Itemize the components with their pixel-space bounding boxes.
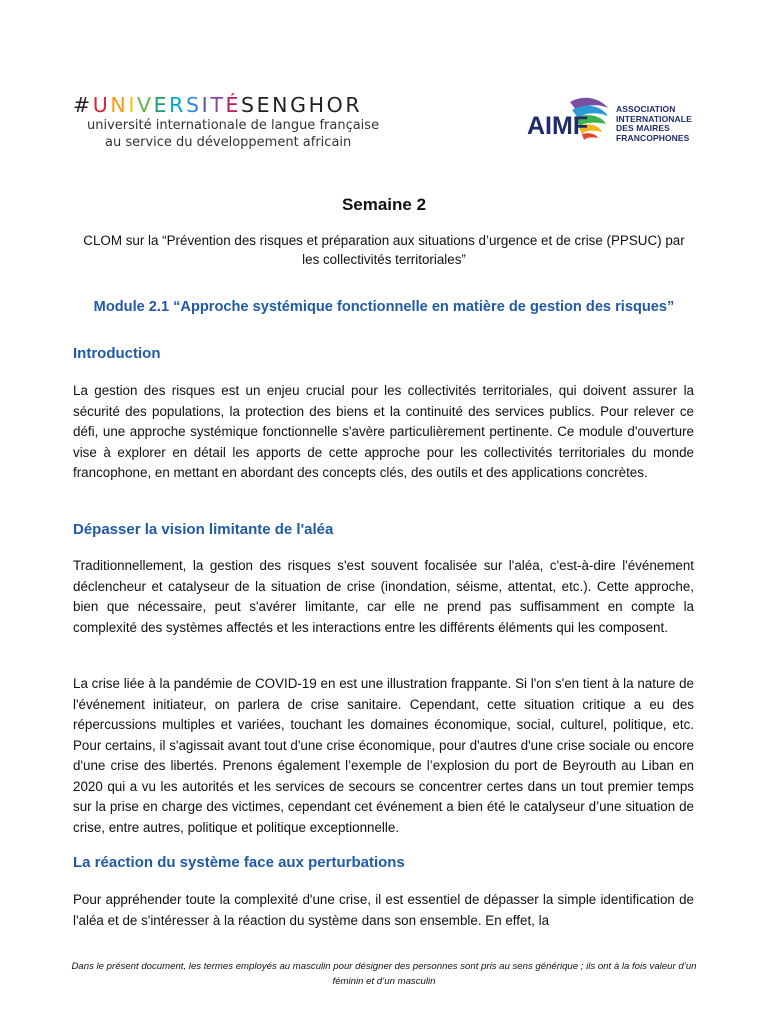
logo-tagline-line2: au service du développement africain <box>105 135 352 150</box>
logo-letter: I <box>128 93 137 117</box>
logo-letter: N <box>110 93 129 117</box>
section-heading-aleа: Dépasser la vision limitante de l'aléa <box>73 521 334 538</box>
paragraph: La gestion des risques est un enjeu crucial pour les collectivités territoriales, qui doivent assurer la sécurité des populations, la protection des biens et la continuité des services publics. Pour relever ce défi, une approche systémique fonctionnelle s'avère particulièrement pertinente. Ce module d'ouverture vise à explorer en détail les apports de cette approche pour les collectivités territoriales du monde francophone, en mettant en abordant des concepts clés, des outils et des applications concrètes. <box>73 383 694 480</box>
aimf-emblem-icon <box>526 94 612 144</box>
logo-letter: É <box>225 93 241 117</box>
aimf-line: FRANCOPHONES <box>616 132 690 143</box>
logo-hashtag <box>73 93 373 117</box>
module-title: Module 2.1 “Approche systémique fonctionnelle en matière de gestion des risques” <box>93 299 675 315</box>
aimf-wordmark: AIMF <box>527 112 589 140</box>
aimf-name <box>616 105 692 143</box>
aimf-line: DES MAIRES <box>616 123 670 133</box>
aimf-logo <box>526 94 716 144</box>
section-heading-introduction: Introduction <box>73 345 161 362</box>
paragraph: La crise liée à la pandémie de COVID-19 en est une illustration frappante. Si l'on s'en tient à la nature de l'événement initiateur, on parlera de crise sanitaire. Cependant, cette situation critique a eu des répercussions multiples et variées, touchant les domaines économique, social, culturel, politique, etc. Pour certains, il s'agissait avant tout d'une crise économique, pour d'autres d'une crise sociale ou encore d'une crise des libertés. Prenons également l’exemple de l’explosion du port de Beyrouth au Liban en 2020 qui a vu les autorités et les services de secours se concentrer certes dans un tout premier temps sur la prise en charge des victimes, cependant cet événement a bien été le catalyseur d’une situation de crise, entre autres, politique et politique exceptionnelle. <box>73 676 694 835</box>
paragraph: Traditionnellement, la gestion des risques s'est souvent focalisée sur l'aléa, c'est-à-dire l'événement déclencheur et catalyseur de la situation de crise (inondation, séisme, attentat, etc.). Cette approche, bien que nécessaire, peut s'avérer limitante, car elle ne prend pas suffisamment en compte la complexité des systèmes affectés et les interactions entre les différents éléments qui les composent. <box>73 558 694 635</box>
logo-tagline-line1: université internationale de langue française <box>87 118 380 133</box>
universite-senghor-logo <box>73 93 380 151</box>
logo-letter: T <box>210 93 226 117</box>
logo-universite-word <box>93 93 241 117</box>
logo-senghor-word: SENGHOR <box>241 93 363 117</box>
logo-letter: S <box>186 93 202 117</box>
paragraph: Pour appréhender toute la complexité d'une crise, il est essentiel de dépasser la simple identification de l'aléa et de s'intéresser à la réaction du système dans son ensemble. En effet, la <box>73 892 694 928</box>
logo-letter: V <box>136 93 154 117</box>
logo-letter: E <box>153 93 170 117</box>
section-heading-reaction: La réaction du système face aux perturbations <box>73 854 405 871</box>
logo-letter: U <box>92 93 111 117</box>
aimf-line: ASSOCIATION <box>616 104 676 114</box>
page-title: Semaine 2 <box>341 195 427 214</box>
footer-note: Dans le présent document, les termes employés au masculin pour désigner des personnes sont pris au sens générique ; ils ont à la fois valeur d’un féminin et d’un masculin <box>71 961 697 987</box>
course-subtitle: CLOM sur la “Prévention des risques et préparation aux situations d’urgence et de crise (PPSUC) par les collectivités territoriales” <box>83 233 685 267</box>
aimf-line: INTERNATIONALE <box>616 113 692 124</box>
logo-letter: R <box>169 93 187 117</box>
logo-hash: # <box>73 93 93 117</box>
logo-letter: I <box>201 93 211 117</box>
